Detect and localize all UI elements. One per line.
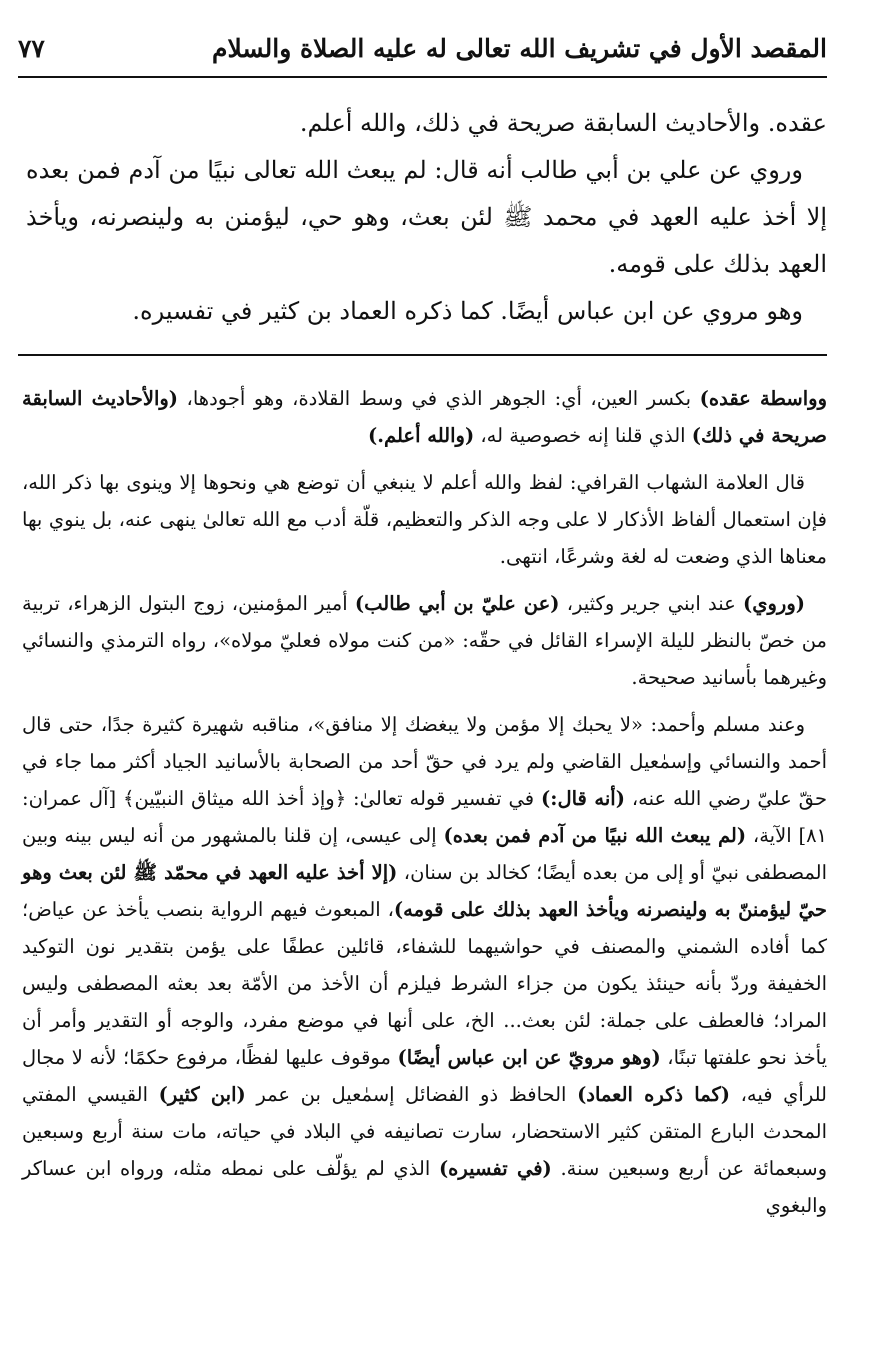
main-text	[26, 100, 827, 335]
commentary-text: عند ابني جرير وكثير،	[559, 592, 744, 615]
bold-quoted-text: (إلا أخذ عليه العهد في محمّد ﷺ لئن بعث وهو حيّ ليؤمننّ به ولينصرنه ويأخذ العهد بذلك على قومه)	[22, 861, 827, 921]
bold-quoted-text: (والأحاديث السابقة صريحة في ذلك)	[22, 387, 827, 447]
commentary-text: ، المبعوث فيهم الرواية بنصب يأخذ عن عياض؛ كما أفاده الشمني والمصنف في حواشيهما للشفاء، قائلين عطفًا على يؤمن بتقدير نون التوكيد الخفيفة وردّ بأنه حينئذ يكون من جزاء الشرط فيلزم أن الأخذ من الأمّة بعد بعثه المصطفى وليس المراد؛ فالعطف على جملة: لئن بعث... الخ، على أنها في موضع مفرد، والوجه أو التقدير وأمر أن يأخذ نحو علفتها تبنًا،	[22, 898, 827, 1069]
commentary-text: بكسر العين، أي: الجوهر الذي في وسط القلادة، وهو أجودها،	[178, 387, 700, 410]
bold-quoted-text: وواسطة عقده)	[699, 387, 827, 410]
commentary-text: وعند مسلم وأحمد: «لا يحبك إلا مؤمن ولا يبغضك إلا منافق»، مناقبه شهيرة كثيرة جدًا، حتى قال أحمد والنسائي وإسمٰعيل القاضي ولم يرد في حقّ أحد من الصحابة بالأسانيد الجياد أكثر مما جاء في حقّ عليّ رضي الله عنه،	[22, 713, 827, 810]
running-header	[18, 28, 827, 78]
header-title: المقصد الأول في تشريف الله تعالى له عليه الصلاة والسلام	[211, 34, 827, 63]
bold-quoted-text: (وروي)	[743, 592, 805, 615]
main-paragraph-2: وروي عن علي بن أبي طالب أنه قال: لم يبعث الله تعالى نبيًا من آدم فمن بعده إلا أخذ عليه العهد في محمد ﷺ لئن بعث، وهو حي، ليؤمنن به ولينصرنه، ويأخذ العهد بذلك على قومه.	[26, 156, 827, 278]
bold-quoted-text: (لم يبعث الله نبيًا من آدم فمن بعده)	[443, 824, 747, 847]
commentary-paragraph-1	[22, 380, 827, 454]
bold-quoted-text: (وهو مرويّ عن ابن عباس أيضًا)	[397, 1046, 661, 1069]
main-paragraph-1: عقده. والأحاديث السابقة صريحة في ذلك، والله أعلم.	[299, 109, 827, 137]
main-paragraph-3: وهو مروي عن ابن عباس أيضًا. كما ذكره العماد بن كثير في تفسيره.	[132, 297, 803, 325]
commentary-text: الحافظ ذو الفضائل إسمٰعيل بن عمر	[245, 1083, 578, 1106]
bold-quoted-text: (كما ذكره العماد)	[577, 1083, 730, 1106]
commentary-text: إلى عيسى، إن قلنا بالمشهور من أنه ليس بينه وبين المصطفى نبيّ أو إلى من بعده أيضًا؛ كخالد بن سنان،	[22, 824, 827, 884]
bold-quoted-text: (أنه قال:)	[541, 787, 625, 810]
commentary-text: الذي قلنا إنه خصوصية له،	[474, 424, 692, 447]
bold-quoted-text: (والله أعلم.)	[367, 424, 475, 447]
footnote-separator	[18, 354, 827, 356]
bold-quoted-text: (في تفسيره)	[438, 1157, 552, 1180]
commentary-text: الذي لم يؤلّف على نمطه مثله، ورواه ابن عساكر والبغوي	[22, 1157, 827, 1217]
commentary-paragraph-4	[22, 706, 827, 1224]
page-number: ٧٧	[18, 34, 45, 63]
commentary-text: موقوف عليها لفظًا، مرفوع حكمًا؛ لأنه لا مجال للرأي فيه،	[22, 1046, 827, 1106]
commentary	[22, 380, 827, 1234]
commentary-paragraph-3	[22, 585, 827, 696]
commentary-text: القيسي المفتي المحدث البارع المتقن كثير الاستحضار، سارت تصانيفه في البلاد في حياته، مات سنة أربع وسبعين وسبعمائة عن أربع وسبعين سنة.	[22, 1083, 827, 1180]
bold-quoted-text: (عن عليّ بن أبي طالب)	[354, 592, 560, 615]
commentary-text: أمير المؤمنين، زوج البتول الزهراء، تربية من خصّ بالنظر لليلة الإسراء القائل في حقّه: «من كنت مولاه فعليّ مولاه»، رواه الترمذي والنسائي وغيرهما بأسانيد صحيحة.	[22, 592, 827, 689]
bold-quoted-text: (ابن كثير)	[158, 1083, 246, 1106]
commentary-paragraph-2: قال العلامة الشهاب القرافي: لفظ والله أعلم لا ينبغي أن توضع هي ونحوها إلا وينوى بها ذكر الله، فإن استعمال ألفاظ الأذكار لا على وجه الذكر والتعظيم، قلّة أدب مع الله تعالىٰ ينهى عنه، بل ينوي بها معناها الذي وضعت له لغة وشرعًا، انتهى.	[22, 471, 827, 568]
commentary-text: في تفسير قوله تعالىٰ: ﴿وإذ أخذ الله ميثاق النبيّين﴾ [آل عمران: ٨١] الآية،	[22, 787, 828, 847]
